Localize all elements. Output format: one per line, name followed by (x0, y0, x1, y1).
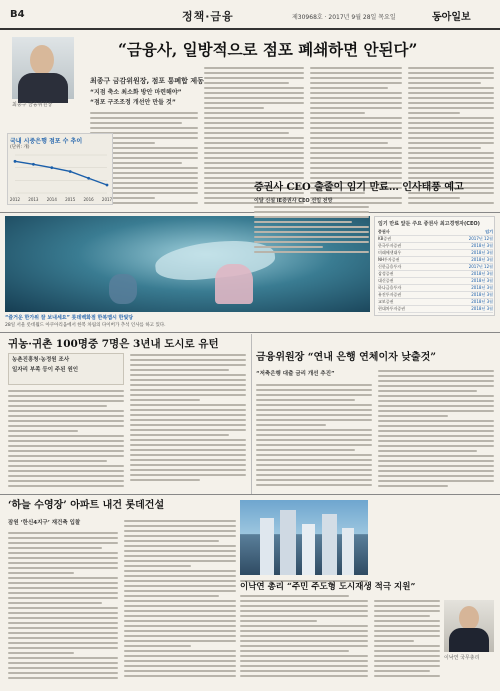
table-row (378, 299, 493, 306)
table-cell: 2018년 3월 (471, 299, 493, 304)
table-cell: 2018년 3월 (471, 243, 493, 248)
chart-x-tick-label: 2014 (46, 197, 57, 202)
tower-shape (302, 524, 315, 575)
apartment-rendering (240, 500, 368, 575)
column-rule (251, 334, 252, 494)
table-cell: 삼성증권 (378, 271, 394, 276)
table-cell: 대신증권 (378, 278, 394, 283)
chart-point (14, 160, 17, 163)
table-row (378, 271, 493, 278)
lee-portrait (444, 600, 494, 652)
branch-count-chart (7, 133, 113, 205)
table-row (378, 278, 493, 285)
tower-shape (322, 514, 337, 575)
return-farm-body-1 (8, 390, 124, 492)
table-cell: NH투자증권 (378, 257, 400, 262)
lotte-body-2 (124, 520, 236, 682)
ceo-body (254, 206, 369, 336)
table-row (378, 292, 493, 299)
chart-point (87, 177, 90, 180)
lotte-body-3 (240, 580, 368, 682)
newspaper-name: 동아일보 (432, 12, 471, 23)
table-cell: 현대차투자증권 (378, 306, 406, 311)
return-farm-sub-2: 일자리 부족 등이 주된 원인 (12, 367, 79, 373)
table-cell: 신한금융투자 (378, 264, 402, 269)
lee-photo-caption: 이낙연 국무총리 (444, 655, 480, 661)
pull-quote-2: “점포 구조조정 개선안 만들 것” (90, 99, 176, 106)
table-row (378, 306, 493, 313)
photo-caption-title: “즐거운 한가위 잘 보내세요” 롯데백화점 한복맵시 한빛당 (5, 315, 134, 321)
portrait-head (30, 45, 54, 75)
return-farm-body-2 (130, 354, 246, 492)
portrait-suit (18, 73, 68, 103)
lead-headline: “금융사, 일방적으로 점포 폐쇄하면 안된다” (118, 40, 418, 59)
lee-head (459, 606, 479, 630)
portrait-caption: 최종구 금융위원장 (12, 102, 53, 108)
rate-body-2 (378, 370, 494, 492)
lotte-body-1 (8, 532, 118, 682)
lotte-headline: ‘하늘 수영장’ 아파트 내건 롯데건설 (8, 500, 165, 511)
ceo-headline: 증권사 CEO 출줄이 임기 만료… 인사태풍 예고 (254, 182, 464, 193)
chart-point (32, 163, 35, 166)
table-cell: 2017년 12월 (468, 264, 493, 269)
section-title: 정책·금융 (182, 10, 234, 23)
table-cell: 2018년 3월 (471, 250, 493, 255)
return-farm-headline: 귀농·귀촌 100명중 7명은 3년내 도시로 유턴 (8, 338, 219, 350)
chart-point (50, 166, 53, 169)
table-cell: 하나금융투자 (378, 285, 402, 290)
lee-headline: 이낙연 총리 “주민 주도형 도시재생 적극 지원” (240, 582, 494, 593)
table-cell: 2018년 3월 (471, 306, 493, 311)
table-row (378, 264, 493, 271)
lee-body-1 (374, 600, 440, 682)
table-cell: KB증권 (378, 236, 392, 241)
chart-unit: (단위: 개) (10, 145, 30, 150)
tower-shape (280, 510, 296, 575)
table-row (378, 243, 493, 250)
portrait-photo (12, 37, 74, 99)
chart-point (69, 170, 72, 173)
table-row (378, 250, 493, 257)
table-row (378, 285, 493, 292)
table-row (378, 257, 493, 264)
chart-x-tick-label: 2013 (28, 197, 39, 202)
table-row (378, 236, 493, 243)
tower-shape (342, 528, 354, 575)
divider-1 (0, 212, 500, 213)
table-cell: 2018년 3월 (471, 278, 493, 283)
table-cell: 유진투자증권 (378, 292, 402, 297)
divider-2 (0, 332, 500, 333)
photo-caption-text: 28일 서울 롯데월드 아쿠아리움에서 한복 차림의 다이버가 추석 인사를 하고 있다. (5, 323, 166, 328)
edition-info: 제30968호 · 2017년 9월 28일 목요일 (292, 14, 396, 21)
tower-shape (260, 518, 274, 575)
table-cell: 2018년 3월 (471, 292, 493, 297)
table-row (378, 229, 493, 236)
table-cell: 2018년 3월 (471, 285, 493, 290)
chart-series-line (15, 161, 107, 185)
return-farm-sub-1: 농촌진흥청·농정원 조사 (12, 357, 70, 363)
table-cell: 2018년 3월 (471, 257, 493, 262)
chart-x-tick-label: 2015 (65, 197, 76, 202)
diver-shape (215, 264, 253, 304)
chart-point (106, 184, 109, 187)
divider-3 (0, 494, 500, 495)
chart-x-tick-label: 2017 (101, 197, 113, 202)
chart-x-tick-label: 2016 (83, 197, 94, 202)
diver-shape-2 (109, 274, 137, 304)
rate-body-1 (256, 384, 372, 492)
ceo-term-table (374, 216, 495, 316)
rate-headline: 금융위원장 “연내 은행 연체이자 낮출것” (256, 352, 436, 363)
masthead (0, 0, 500, 30)
table-cell: 2017년 12월 (468, 236, 493, 241)
table-cell: 미래에셋대우 (378, 250, 402, 255)
chart-x-tick-label: 2012 (9, 197, 21, 202)
chart-title: 국내 시중은행 점포 수 추이 (10, 138, 83, 145)
table-cell: 교보증권 (378, 299, 394, 304)
table-cell: 2018년 3월 (471, 271, 493, 276)
table-cell: 한국투자증권 (378, 243, 402, 248)
lee-suit (449, 628, 489, 652)
page-number: B4 (10, 9, 25, 20)
pull-quote-1: “지점 축소 최소화 방안 마련해야” (90, 89, 182, 96)
table-title: 임기 만료 앞둔 주요 증권사 최고경영자(CEO) (378, 221, 480, 227)
lotte-sub: 잠원 ‘한신4지구’ 재건축 입찰 (8, 520, 81, 526)
table-cell: 증권사 (378, 229, 390, 234)
chart-plot (11, 151, 111, 203)
rate-sub: “저축은행 대출 금리 개선 추진” (256, 371, 335, 377)
lead-sub-headline: 최종구 금감위원장, 점포 통폐합 제동 (90, 77, 204, 85)
return-farm-box (8, 353, 124, 385)
table-cell: 임기 (485, 229, 493, 234)
ceo-sub: 이달 신설 IE증권사 CEO 선임 전망 (254, 198, 333, 204)
